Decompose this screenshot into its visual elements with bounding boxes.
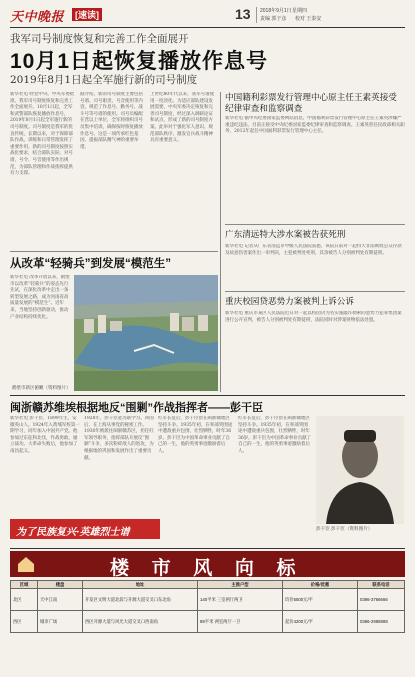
table-cell: 0396-2988888 <box>358 611 405 633</box>
lead-subhead: 2019年8月1日起全军施行新的司号制度 <box>10 74 198 86</box>
table-cell: 开发区文明大道北段与开源大道交叉口东北角 <box>83 589 198 611</box>
bottom-headline: 闽浙赣苏维埃根据地反“围剿”作战指挥者——彭干臣 <box>10 402 263 414</box>
portrait-caption: 彭干臣 彭干臣（资料图片） <box>316 526 373 531</box>
right-column-divider <box>220 92 221 392</box>
news1-title: 中国籍利彩票发行管理中心原主任王素英接受纪律审查和监察调查 <box>225 92 397 113</box>
bottom-column-2: 1928年，彭干臣赴苏联学习。回国后，在上海从事党的秘密工作。1930年被派往闽浙赣苏区，担任红军领导职务，指挥部队开展反“围剿”斗争，多次粉碎敌人的进攻，为根据地的巩固和发展作出了重要贡献。 <box>84 416 154 461</box>
section-tag: [速读] <box>72 8 102 21</box>
feature-photo <box>74 275 218 391</box>
news1-rule <box>225 224 405 225</box>
feature-body: 新华社电 改革开放以来，鹤壁市以改革“轻骑兵”的姿态先行先试，在深化改革中走出一条转型发展之路，成为河南省高质量发展的“模范生”。近年来，当地坚持创新驱动，推动产业结构持续优化。 <box>10 275 70 320</box>
table-cell: 城市广场 <box>38 611 83 633</box>
masthead-logo: 天中晚报 <box>10 10 65 25</box>
classified-table <box>10 580 405 633</box>
feature-title: 从改革“轻骑兵”到发展“模范生” <box>10 258 171 270</box>
lead-column-1: 新华社电 经党中央、中央军委批准，我军司号制度恢复和完善工作全面展开。10月1日起，全军和武警部队恢复播放作息号，2019年8月1日起全军施行新的司号制度。司号制度是我军的优良传统，长期以来，对于保障部队作战、训练和日常管理发挥了重要作用。新的司号制度按照实战化要求，结合部队实际，对号谱、号令、号音使用等作出规范，为部队管理和作战指挥提供有力支撑。 <box>10 92 75 177</box>
feature-photo-caption: 鹤壁市新区俯瞰（资料图片） <box>12 385 71 390</box>
table-cell: 天中江南 <box>38 589 83 611</box>
table-cell: 北区 <box>11 589 38 611</box>
issue-weekday: 星期四 <box>292 8 308 14</box>
classified-col-header: 区域 <box>11 581 38 589</box>
table-row <box>11 611 405 633</box>
page-number: 13 <box>235 6 251 22</box>
classified-header-row <box>11 581 405 589</box>
heroes-banner <box>10 519 160 539</box>
house-icon <box>16 555 36 573</box>
news2-body: 新华社电 记者从广东省清远市中级人民法院获悉，该院日前对一起特大非法吸收公众存款及故意伤害案作出一审判决，主犯被判处死刑，其余被告人分别被判处有期徒刑。 <box>225 244 402 256</box>
bottom-column-3: 红军长征后，彭干臣留在闽浙赣地区坚持斗争。1935年初，在率部突围途中遭敌重兵包围，壮烈牺牲，时年36岁。彭干臣为中国革命事业贡献了自己的一生，他的英勇事迹激励着后人。 <box>158 416 233 454</box>
news1-body: 新华社电 据中央纪委国家监委网站消息，中国福利彩票发行管理中心原主任王素英涉嫌严重违纪违法，目前正接受中央纪委国家监委纪律审查和监察调查。王素英曾任民政部相关职务，2012年起任中国福利彩票发行管理中心主任。 <box>225 116 405 135</box>
classified-rule <box>10 548 405 549</box>
classified-col-header: 地址 <box>83 581 198 589</box>
bottom-column-4: 红军长征后，彭干臣留在闽浙赣地区坚持斗争。1935年初，在率部突围途中遭敌重兵包围，壮烈牺牲，时年36岁。彭干臣为中国革命事业贡献了自己的一生，他的英勇事迹激励着后人。 <box>238 416 312 454</box>
proof-credit: 校对 王泰安 <box>295 16 322 22</box>
lead-column-2: 据介绍，新的司号制度主要包括号谱、司号职责、号音使用等内容，规范了作息号、勤务号、战斗号等号谱的使用。司号员编配在营以上单位，全军将组织司号员集中培训，确保按时恢复播放作息号。这是一项传承红色基因、提振部队精气神的重要举措。 <box>80 92 143 150</box>
bottom-column-1: 新华社电 彭干臣，1899年生，安徽英山人。1924年入黄埔军校第一期学习，同年加入中国共产党。他参加过东征和北伐，作战勇敢，屡立战功。大革命失败后，他参加了南昌起义。 <box>10 416 80 454</box>
lead-column-3: 上世纪80年代以来，我军号谱使用一度淡化。为适应部队建设发展需要，中央军委决定恢复和完善司号制度，经过深入调研论证和试点，形成了新的司号制度方案。此举对于强化军人意识、规范部队秩序、激发官兵战斗精神具有重要意义。 <box>150 92 215 144</box>
table-cell: 0396-3766666 <box>358 589 405 611</box>
feature-rule <box>10 251 218 252</box>
news3-title: 重庆校园贷恶势力案被判上诉公诉 <box>225 296 354 306</box>
classified-title: 楼 市 风 向 标 <box>110 557 304 579</box>
table-cell: 西区 <box>11 611 38 633</box>
masthead <box>10 6 405 26</box>
news2-rule <box>225 291 405 292</box>
table-cell: 西区开源大道与风光大道交叉口西南角 <box>83 611 198 633</box>
masthead-divider <box>256 7 257 23</box>
classified-col-header: 主推户型 <box>198 581 283 589</box>
lead-kicker: 我军司号制度恢复和完善工作全面展开 <box>10 33 189 45</box>
classified-header <box>10 551 405 577</box>
news3-body: 新华社电 重庆市某区人民法院近日对一起以校园贷为名实施敲诈勒索的恶势力犯罪集团案进行公开宣判，被告人分别被判处有期徒刑，法院同时对涉案财物依法处置。 <box>225 311 402 323</box>
lead-headline: 10月1日起恢复播放作息号 <box>10 50 269 73</box>
heroes-banner-text: 为了民族复兴·英雄烈士谱 <box>16 527 130 538</box>
classified-col-header: 价格/优惠 <box>283 581 358 589</box>
editor-credit: 责编 郭子彦 <box>260 16 287 22</box>
table-cell: 140平米 三室两厅两卫 <box>198 589 283 611</box>
table-cell: 起价4200元/平 <box>283 611 358 633</box>
right-column <box>225 92 405 392</box>
issue-date: 2018年9月1日 <box>260 8 292 14</box>
table-cell: 均价5500元/平 <box>283 589 358 611</box>
table-cell: 89平米 两室两厅一卫 <box>198 611 283 633</box>
city-aerial-image <box>74 275 218 391</box>
classified-col-header: 联系电话 <box>358 581 405 589</box>
portrait-image <box>316 416 404 524</box>
bottom-rule <box>10 395 405 396</box>
news2-title: 广东清远特大涉水案被告获死刑 <box>225 229 346 239</box>
table-row <box>11 589 405 611</box>
masthead-rule <box>10 27 405 28</box>
classified-col-header: 楼盘 <box>38 581 83 589</box>
portrait-photo <box>316 416 404 524</box>
